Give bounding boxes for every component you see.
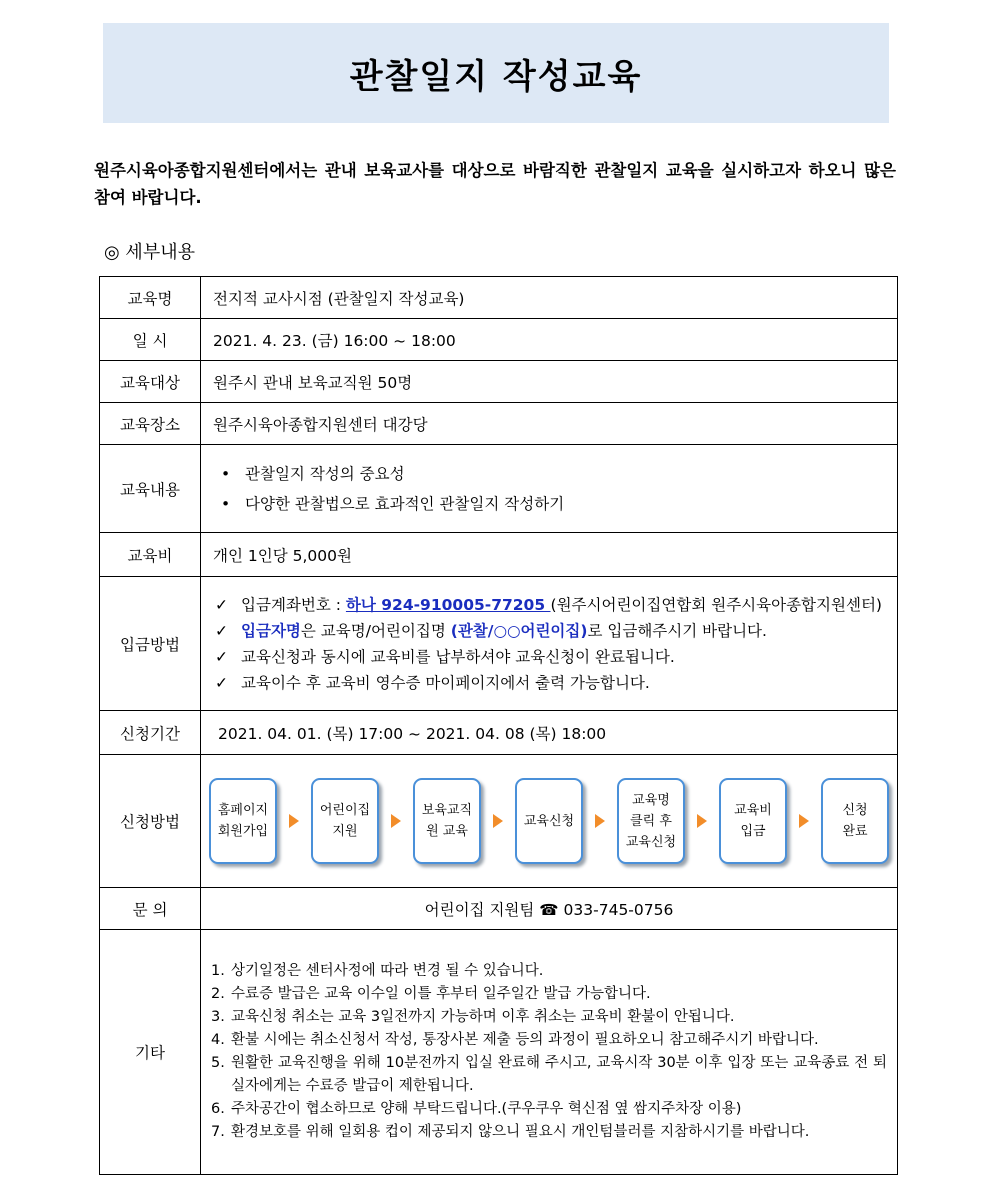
- list-item: [215, 618, 887, 644]
- flow-step: 홈페이지 회원가입: [209, 778, 277, 864]
- check-icon: ✓: [215, 673, 228, 692]
- flow-step: 교육신청: [515, 778, 583, 864]
- row-fee: [100, 533, 898, 577]
- list-item: [211, 1006, 887, 1029]
- arrow-right-icon: [697, 814, 707, 828]
- row-content: [100, 445, 898, 533]
- item-number: 7.: [211, 1124, 225, 1140]
- label-etc: 기타: [100, 930, 201, 1175]
- item-text: 주차공간이 협소하므로 양해 부탁드립니다.(쿠우쿠우 혁신점 옆 쌈지주차장 이용): [231, 1101, 742, 1117]
- label-contact: 문 의: [100, 888, 201, 930]
- label-target: 교육대상: [100, 361, 201, 403]
- arrow-right-icon: [493, 814, 503, 828]
- list-item: [211, 1121, 887, 1144]
- item-text: 원활한 교육진행을 위해 10분전까지 입실 완료해 주시고, 교육시작 30분 이후 입장 또는 교육종료 전 퇴실자에게는 수료증 발급이 제한됩니다.: [231, 1055, 887, 1094]
- item-text: 교육신청 취소는 교육 3일전까지 가능하며 이후 취소는 교육비 환불이 안됩니다.: [231, 1009, 735, 1025]
- list-item: [211, 1052, 887, 1098]
- row-contact: [100, 888, 898, 930]
- value-contact: 어린이집 지원팀 ☎ 033-745-0756: [201, 888, 898, 930]
- item-text: 환불 시에는 취소신청서 작성, 통장사본 제출 등의 과정이 필요하오니 참고해주시기 바랍니다.: [231, 1032, 819, 1048]
- label-method: 신청방법: [100, 755, 201, 888]
- value-education-name: 전지적 교사시점 (관찰일지 작성교육): [201, 277, 898, 319]
- depositor-text: 은 교육명/어린이집명: [300, 621, 451, 640]
- flow-step: 교육명 클릭 후 교육신청: [617, 778, 685, 864]
- item-text: 수료증 발급은 교육 이수일 이틀 후부터 일주일간 발급 가능합니다.: [231, 986, 651, 1002]
- list-item: [215, 670, 887, 696]
- list-item: • 다양한 관찰법으로 효과적인 관찰일지 작성하기: [221, 489, 897, 519]
- label-place: 교육장소: [100, 403, 201, 445]
- payment-list: [205, 592, 897, 696]
- label-education-name: 교육명: [100, 277, 201, 319]
- item-number: 5.: [211, 1055, 225, 1071]
- value-period: 2021. 04. 01. (목) 17:00 ~ 2021. 04. 08 (목) 18:00: [201, 711, 898, 755]
- value-payment: [201, 577, 898, 711]
- check-icon: ✓: [215, 621, 228, 640]
- row-place: [100, 403, 898, 445]
- arrow-right-icon: [289, 814, 299, 828]
- value-method: [201, 755, 898, 888]
- depositor-label: 입금자명: [241, 621, 301, 640]
- list-item: • 관찰일지 작성의 중요성: [221, 459, 897, 489]
- content-list: [213, 459, 897, 519]
- section-heading: ◎ 세부내용: [104, 242, 195, 263]
- flow-step: 교육비 입금: [719, 778, 787, 864]
- label-date: 일 시: [100, 319, 201, 361]
- row-etc: [100, 930, 898, 1175]
- list-item: [211, 1098, 887, 1121]
- payment-note: 교육신청과 동시에 교육비를 납부하셔야 교육신청이 완료됩니다.: [241, 647, 675, 666]
- item-number: 4.: [211, 1032, 225, 1048]
- account-holder: (원주시어린이집연합회 원주시육아종합지원센터): [550, 595, 882, 614]
- item-text: 환경보호를 위해 일회용 컵이 제공되지 않으니 필요시 개인텀블러를 지참하시기를 바랍니다.: [231, 1124, 810, 1140]
- depositor-tail: 로 입금해주시기 바랍니다.: [587, 621, 767, 640]
- item-number: 2.: [211, 986, 225, 1002]
- row-period: [100, 711, 898, 755]
- arrow-right-icon: [391, 814, 401, 828]
- arrow-right-icon: [595, 814, 605, 828]
- title-banner: [103, 23, 889, 123]
- item-number: 6.: [211, 1101, 225, 1117]
- value-etc: [201, 930, 898, 1175]
- value-target: 원주시 관내 보육교직원 50명: [201, 361, 898, 403]
- arrow-right-icon: [799, 814, 809, 828]
- receipt-note: 교육이수 후 교육비 영수증 마이페이지에서 출력 가능합니다.: [241, 673, 650, 692]
- page-title: 관찰일지 작성교육: [349, 56, 643, 97]
- list-item: [211, 960, 887, 983]
- value-place: 원주시육아종합지원센터 대강당: [201, 403, 898, 445]
- row-target: [100, 361, 898, 403]
- application-flow: [201, 778, 897, 864]
- account-label: 입금계좌번호 :: [241, 595, 346, 614]
- item-number: 1.: [211, 963, 225, 979]
- depositor-example: (관찰/○○어린이집): [450, 621, 588, 640]
- value-content: [201, 445, 898, 533]
- label-payment: 입금방법: [100, 577, 201, 711]
- flow-step: 어린이집 지원: [311, 778, 379, 864]
- item-number: 3.: [211, 1009, 225, 1025]
- list-item: [215, 592, 887, 618]
- value-date: 2021. 4. 23. (금) 16:00 ~ 18:00: [201, 319, 898, 361]
- account-number: 하나 924-910005-77205: [345, 595, 551, 614]
- flow-step: 보육교직 원 교육: [413, 778, 481, 864]
- row-education-name: [100, 277, 898, 319]
- label-period: 신청기간: [100, 711, 201, 755]
- flow-step: 신청 완료: [821, 778, 889, 864]
- notes-list: [201, 960, 897, 1144]
- intro-text: 원주시육아종합지원센터에서는 관내 보육교사를 대상으로 바람직한 관찰일지 교육을 실시하고자 하오니 많은 참여 바랍니다.: [94, 161, 896, 207]
- check-icon: ✓: [215, 595, 228, 614]
- label-content: 교육내용: [100, 445, 201, 533]
- item-text: 상기일정은 센터사정에 따라 변경 될 수 있습니다.: [231, 963, 544, 979]
- row-payment: [100, 577, 898, 711]
- row-method: [100, 755, 898, 888]
- label-fee: 교육비: [100, 533, 201, 577]
- check-icon: ✓: [215, 647, 228, 666]
- list-item: [211, 1029, 887, 1052]
- row-date: [100, 319, 898, 361]
- list-item: [211, 983, 887, 1006]
- value-fee: 개인 1인당 5,000원: [201, 533, 898, 577]
- list-item: [215, 644, 887, 670]
- details-table: [99, 276, 898, 1175]
